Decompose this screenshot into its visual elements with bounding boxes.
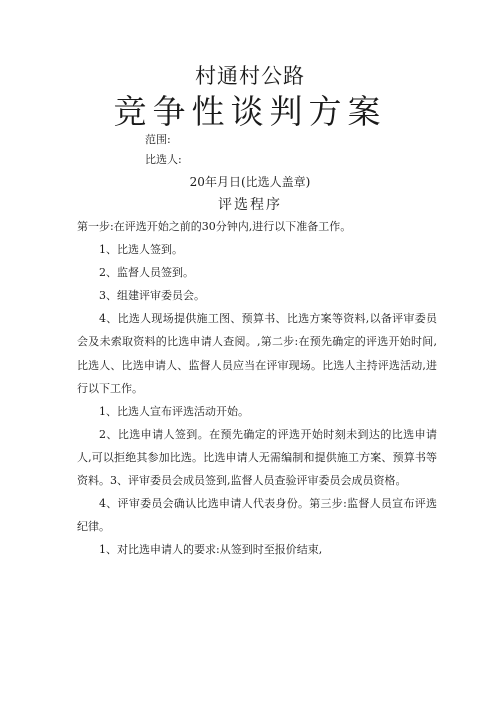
paragraph-item: 2、比选申请人签到。在预先确定的评选开始时刻未到达的比选申请人,可以拒绝其参加比选。比选申请人无需编制和提供施工方案、预算书等资料。3、评审委员会成员签到,监督人员查验评审委员会成员资格。: [77, 427, 437, 488]
paragraph-item: 4、比选人现场提供施工图、预算书、比选方案等资料,以备评审委员会及未索取资料的比选申请人查阅。,第二步:在预先确定的评选开始时间,比选人、比选申请人、监督人员应当在评审现场。比选人主持评选活动,进行以下工作。: [77, 312, 437, 395]
paragraph-item: 1、比选人宣布评选活动开始。: [99, 404, 249, 418]
date-seal-line: 20年月日(比选人盖章): [189, 175, 311, 189]
paragraph-item: 1、对比选申请人的要求:从签到时至报价结束,: [99, 543, 323, 557]
bidder-label: 比选人:: [145, 153, 182, 166]
document-title-line1: 村通村公路: [195, 64, 305, 88]
paragraph-item: 1、比选人签到。: [99, 243, 183, 257]
paragraph-item: 4、评审委员会确认比选申请人代表身份。第三步:监督人员宣布评选纪律。: [77, 497, 437, 534]
body-text: [77, 215, 437, 561]
paragraph-item: 2、监督人员签到。: [99, 266, 194, 280]
section-title: 评选程序: [218, 197, 282, 213]
scope-label: 范围:: [145, 133, 171, 146]
paragraph-item: 3、组建评审委员会。: [99, 289, 205, 303]
document-title-line2: 竞争性谈判方案: [113, 92, 387, 131]
paragraph-step-one: 第一步:在评选开始之前的30分钟内,进行以下准备工作。: [77, 220, 352, 233]
